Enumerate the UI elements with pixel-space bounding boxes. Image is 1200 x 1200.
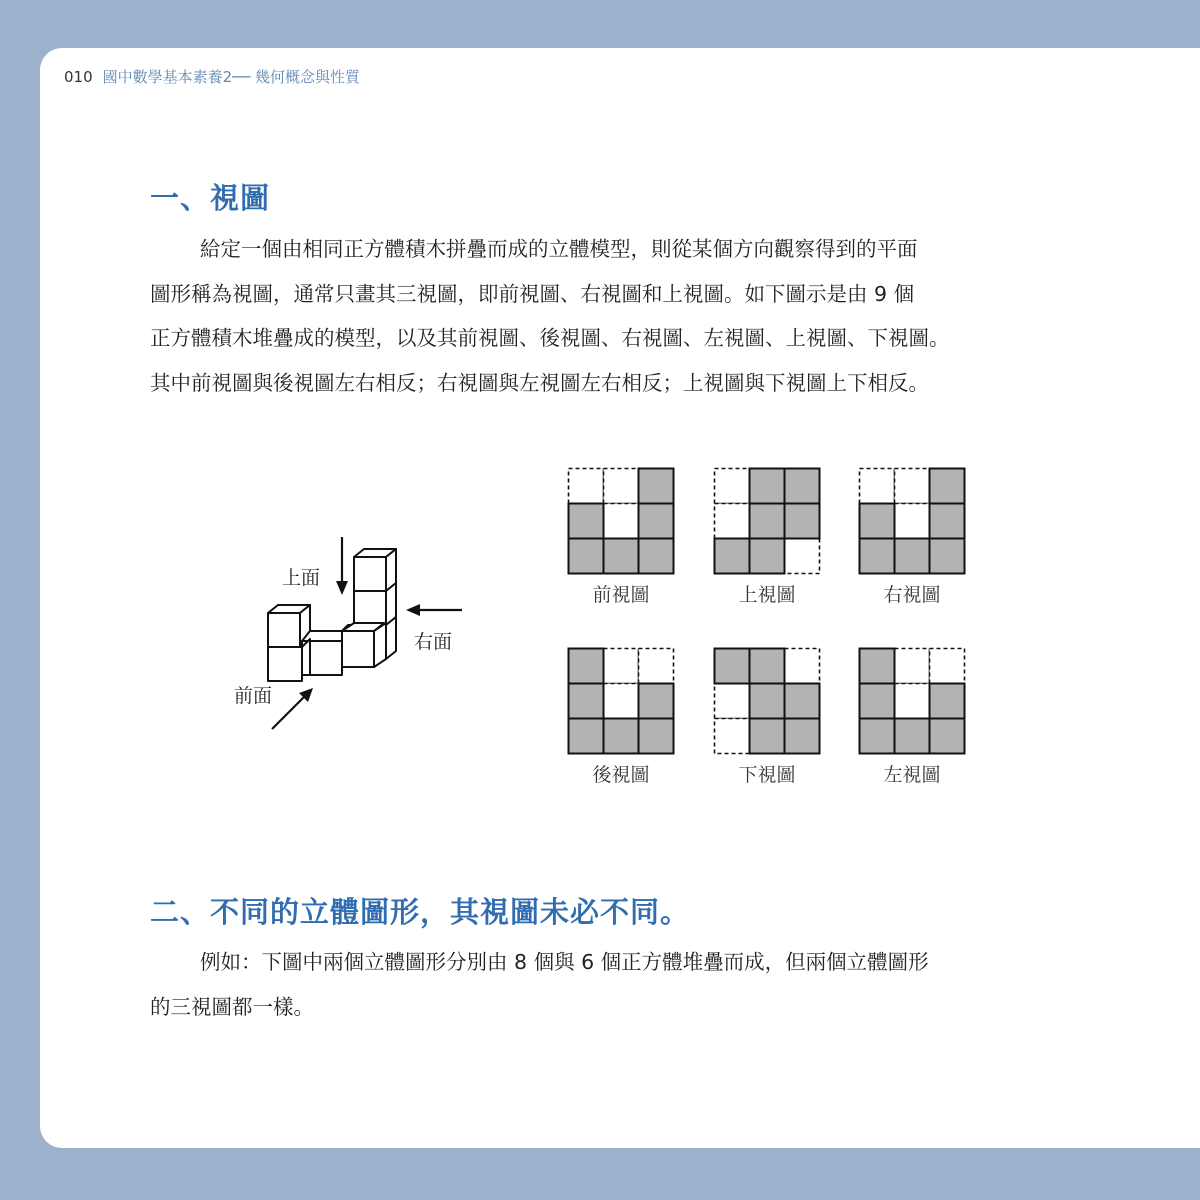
- filled-cell-outline: [750, 539, 785, 574]
- running-header: [64, 66, 360, 87]
- filled-cell-outline: [639, 684, 674, 719]
- empty-cell: [785, 649, 820, 684]
- filled-cell-outline: [860, 649, 895, 684]
- filled-cell-outline: [930, 684, 965, 719]
- section2-paragraph: [150, 940, 1030, 1029]
- page-number: 010: [64, 68, 93, 86]
- empty-cell: [860, 469, 895, 504]
- filled-cell-outline: [785, 684, 820, 719]
- empty-cell: [604, 684, 639, 719]
- filled-cell-outline: [860, 719, 895, 754]
- filled-cell-outline: [715, 539, 750, 574]
- paragraph-line: 例如：下圖中兩個立體圖形分別由 8 個與 6 個正方體堆疊而成，但兩個立體圖形: [200, 950, 929, 974]
- empty-cell: [895, 684, 930, 719]
- empty-cell: [604, 469, 639, 504]
- view-grid: [567, 467, 675, 575]
- view-grid-drawing: [567, 467, 675, 575]
- view-grid: [713, 647, 821, 755]
- filled-cell-outline: [639, 539, 674, 574]
- filled-cell-outline: [750, 684, 785, 719]
- empty-cell: [604, 504, 639, 539]
- view-grid-label: 右視圖: [883, 584, 941, 606]
- filled-cell-outline: [785, 719, 820, 754]
- filled-cell-outline: [785, 504, 820, 539]
- filled-cell-outline: [895, 539, 930, 574]
- empty-cell: [895, 469, 930, 504]
- view-grid: [713, 467, 821, 575]
- view-grid: [858, 647, 966, 755]
- filled-cell-outline: [930, 719, 965, 754]
- view-grid-drawing: [858, 467, 966, 575]
- filled-cell-outline: [785, 469, 820, 504]
- filled-cell-outline: [569, 719, 604, 754]
- view-grid-drawing: [567, 647, 675, 755]
- label-top-face: 上面: [282, 567, 321, 589]
- view-grid-label: 左視圖: [883, 764, 941, 786]
- cube-model-figure: [230, 535, 480, 745]
- view-grid-drawing: [713, 467, 821, 575]
- empty-cell: [930, 649, 965, 684]
- empty-cell: [715, 469, 750, 504]
- view-grid-drawing: [858, 647, 966, 755]
- section1-paragraph: [150, 227, 1030, 405]
- filled-cell-outline: [639, 504, 674, 539]
- filled-cell-outline: [750, 469, 785, 504]
- empty-cell: [715, 684, 750, 719]
- label-front-face: 前面: [234, 685, 273, 707]
- filled-cell-outline: [715, 649, 750, 684]
- section1-heading: 一、視圖: [150, 181, 271, 215]
- filled-cell-outline: [930, 539, 965, 574]
- filled-cell-outline: [569, 649, 604, 684]
- paragraph-line: 圖形稱為視圖，通常只畫其三視圖，即前視圖、右視圖和上視圖。如下圖示是由 9 個: [150, 281, 915, 306]
- empty-cell: [895, 649, 930, 684]
- empty-cell: [785, 539, 820, 574]
- filled-cell-outline: [750, 719, 785, 754]
- paragraph-line: 給定一個由相同正方體積木拼疊而成的立體模型，則從某個方向觀察得到的平面: [200, 237, 918, 261]
- filled-cell-outline: [895, 719, 930, 754]
- filled-cell-outline: [639, 469, 674, 504]
- filled-cell-outline: [569, 539, 604, 574]
- filled-cell-outline: [860, 504, 895, 539]
- empty-cell: [715, 719, 750, 754]
- view-grid-label: 後視圖: [592, 764, 650, 786]
- view-grid-label: 前視圖: [592, 584, 650, 606]
- filled-cell-outline: [860, 684, 895, 719]
- filled-cell-outline: [930, 469, 965, 504]
- section2-heading: 二、不同的立體圖形，其視圖未必不同。: [150, 895, 691, 929]
- label-right-face: 右面: [414, 631, 453, 653]
- paragraph-line: 其中前視圖與後視圖左右相反；右視圖與左視圖左右相反；上視圖與下視圖上下相反。: [150, 370, 929, 395]
- filled-cell-outline: [750, 504, 785, 539]
- filled-cell-outline: [604, 719, 639, 754]
- book-title: 國中數學基本素養2── 幾何概念與性質: [102, 68, 361, 86]
- empty-cell: [715, 504, 750, 539]
- empty-cell: [604, 649, 639, 684]
- filled-cell-outline: [860, 539, 895, 574]
- paragraph-line: 的三視圖都一樣。: [150, 994, 314, 1019]
- view-grid-label: 上視圖: [738, 584, 796, 606]
- filled-cell-outline: [639, 719, 674, 754]
- filled-cell-outline: [569, 504, 604, 539]
- view-grid-drawing: [713, 647, 821, 755]
- view-grid: [858, 467, 966, 575]
- empty-cell: [895, 504, 930, 539]
- filled-cell-outline: [750, 649, 785, 684]
- empty-cell: [569, 469, 604, 504]
- filled-cell-outline: [930, 504, 965, 539]
- paragraph-line: 正方體積木堆疊成的模型，以及其前視圖、後視圖、右視圖、左視圖、上視圖、下視圖。: [150, 326, 950, 350]
- view-grid-label: 下視圖: [738, 764, 796, 786]
- filled-cell-outline: [604, 539, 639, 574]
- view-grid: [567, 647, 675, 755]
- empty-cell: [639, 649, 674, 684]
- filled-cell-outline: [569, 684, 604, 719]
